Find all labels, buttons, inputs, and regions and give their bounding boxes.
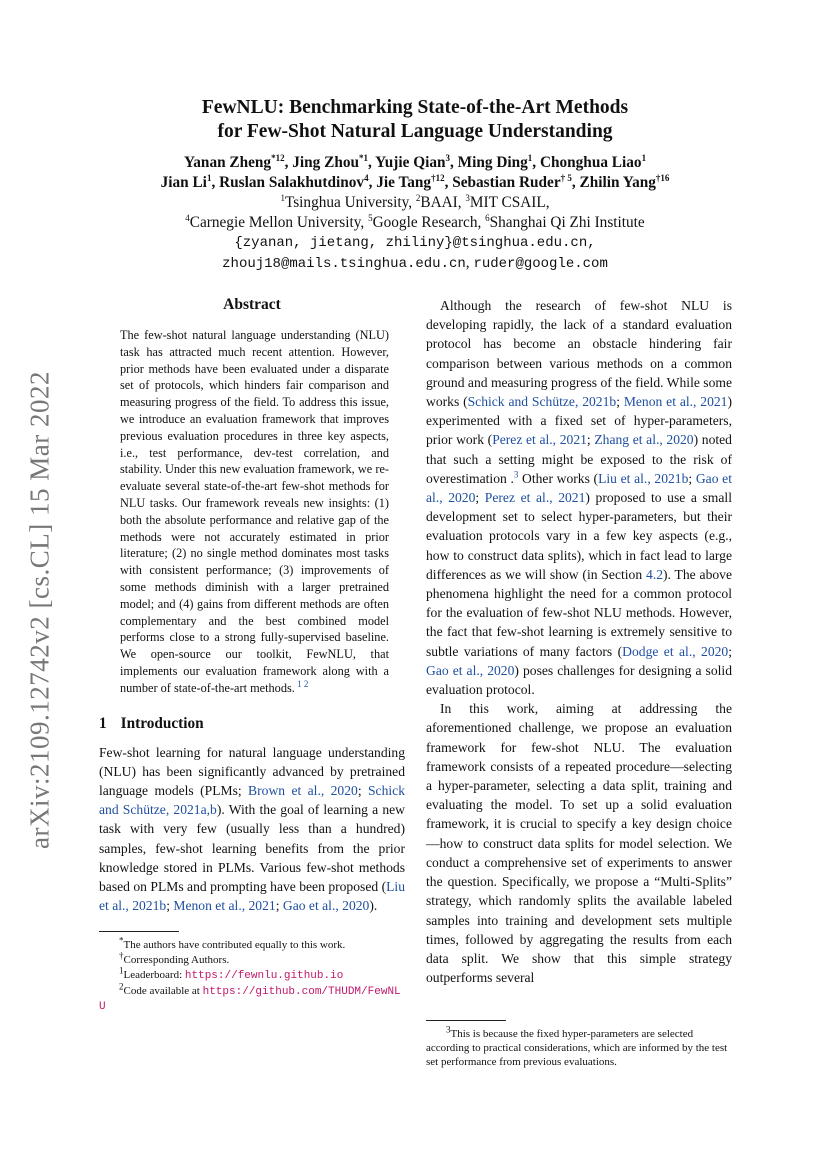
affil-text: Tsinghua University, (284, 194, 416, 211)
author-mark: 1 (527, 152, 533, 163)
author-name: Jing Zhou (292, 154, 359, 171)
text-run: Other works ( (518, 470, 599, 486)
arxiv-side-stamp (10, 360, 70, 860)
footnote-mark: † (119, 950, 124, 961)
footnote-hyperparameters (426, 1024, 732, 1069)
text-run: ; (166, 898, 174, 914)
author-name: Sebastian Ruder (452, 174, 561, 191)
text-run: ) poses challenges for designing a solid evaluation protocol. (426, 662, 732, 698)
text-run: ) proposed to use a small development set to select hyper-parameters, but their evaluation protocols vary in a few key aspects (e.g., how to construct data splits), which in fact lead to large differences as we will show (in Section (426, 490, 732, 582)
citation-link[interactable]: Menon et al., 2021 (623, 394, 728, 410)
author-name: Ming Ding (457, 154, 528, 171)
citation-link[interactable]: Gao et al., 2020 (426, 470, 732, 506)
affil-text: MIT CSAIL, (469, 194, 550, 211)
email-zhou: zhouj18@mails.tsinghua.edu.cn (222, 256, 466, 272)
affiliation-line-1 (100, 193, 730, 213)
author-mark: *1 (359, 152, 368, 163)
author-mark: 3 (445, 152, 451, 163)
text-run: Few-shot learning for natural language understanding (NLU) has been significantly advanced by pretrained language models (PLMs; (99, 744, 405, 798)
text-run: ; (616, 394, 624, 410)
citation-link[interactable]: Perez et al., 2021 (492, 432, 587, 448)
email-line-2 (100, 253, 730, 274)
author-mark: †12 (431, 172, 445, 183)
section-number: 1 (99, 714, 107, 732)
citation-link[interactable]: Brown et al., 2020 (248, 782, 358, 798)
author-name: Jie Tang (376, 174, 432, 191)
citation-link[interactable]: Liu et al., 2021b (598, 470, 689, 486)
author-mark: 4 (364, 172, 369, 183)
affil-mark: 3 (465, 192, 470, 203)
code-url-link[interactable]: https://github.com/THUDM/FewNLU (99, 986, 401, 1014)
arxiv-id-text: arXiv:2109.12742v2 [cs.CL] 15 Mar 2022 (24, 371, 55, 849)
footnote-link[interactable]: 1 2 (294, 678, 309, 689)
citation-link[interactable]: Schick and Schütze, 2021a,b (99, 782, 405, 818)
author-mark: *12 (271, 152, 285, 163)
text-run: ). (369, 898, 378, 914)
email-separator: , (465, 254, 474, 271)
author-mark: † 5 (560, 172, 572, 183)
citation-link[interactable]: Schick and Schütze, 2021b (467, 394, 617, 410)
intro-paragraph (99, 743, 405, 916)
section-title: Introduction (120, 714, 204, 732)
footnote-divider (99, 931, 179, 932)
text-run: ; (728, 643, 733, 659)
affil-mark: 2 (415, 192, 421, 203)
text-run: ; (357, 782, 368, 798)
abstract-body: The few-shot natural language understanding (NLU) task has attracted much recent attention. However, prior methods have been evaluated under a disparate set of protocols, which hinders fair comparison and measuring progress of the field. To address this issue, we introduce an evaluation framework that improves previous evaluation procedures in three key aspects, i.e., test performance, dev-test correlation, and stability. Under this new evaluation framework, we re-evaluate several state-of-the-art few-shot methods for NLU tasks. Our framework reveals new insights: (1) both the absolute performance and relative gap of the methods were not accurately estimated in prior literature; (2) no single method dominates most tasks with consistent performance; (3) improvements of some methods diminish with a larger pretrained model; and (4) gains from different methods are often complementary and the best combined model performs close to a strong fully-supervised baseline. We open-source our toolkit, FewNLU, that implements our evaluation framework along with a number of state-of-the-art methods. (120, 328, 389, 695)
text-run: ). With the goal of learning a new task with very few (usually less than a hundred) samples, few-shot learning benefits from the prior knowledge stored in PLMs. Various few-shot methods based on PLMs and prompting have been proposed ( (99, 802, 405, 894)
title-line-2: for Few-Shot Natural Language Understanding (217, 121, 613, 142)
affil-text: Google Research, (372, 214, 486, 231)
author-line-2: Jian Li$^1$, Ruslan Salakhutdinov$^4$, Jie Tang$^{\dagger 12}$, Sebastian Ruder$^{\dagger 5}$, Zhilin Yang$^{\dagger 16}$ (160, 172, 670, 191)
abstract-text (120, 327, 389, 697)
citation-link[interactable]: Perez et al., 2021 (484, 490, 586, 506)
citation-link[interactable]: Gao et al., 2020 (282, 898, 370, 914)
right-column (426, 296, 732, 987)
author-name: Chonghua Liao (539, 154, 642, 171)
paragraph-motivation (426, 296, 732, 699)
email-ruder: ruder@google.com (473, 256, 608, 272)
affil-mark: 6 (485, 212, 490, 223)
affil-text: Carnegie Mellon University, (189, 214, 369, 231)
affil-mark: 1 (280, 192, 285, 203)
left-column (99, 296, 405, 1015)
section-link[interactable]: 4.2 (646, 566, 664, 582)
footnote-code (99, 981, 405, 1014)
text-run: ; (275, 898, 283, 914)
text-run: ) experimented with a fixed set of hyper-parameters, prior work ( (426, 394, 732, 448)
affil-text: Shanghai Qi Zhi Institute (489, 214, 645, 231)
footnote-mark: 1 (119, 965, 124, 976)
footnote-text: Leaderboard: (123, 969, 185, 982)
author-name: Yanan Zheng (183, 154, 272, 171)
author-block (100, 153, 730, 274)
footnote-mark: * (119, 935, 124, 946)
author-mark: †16 (655, 172, 670, 183)
email-line-1: {zyanan, jietang, zhiliny}@tsinghua.edu.cn, (234, 235, 596, 251)
footnote-leaderboard (99, 965, 405, 983)
footnote-text: The authors have contributed equally to this work. (123, 939, 346, 952)
citation-link[interactable]: Zhang et al., 2020 (594, 432, 694, 448)
footnote-text: This is because the fixed hyper-parameters are selected according to practical considerations, which are informed by the test set performance from previous evaluations. (426, 1028, 728, 1068)
affil-text: BAAI, (420, 194, 466, 211)
footnote-corresponding (99, 950, 405, 967)
footnote-mark: 2 (119, 981, 124, 992)
footnote-link[interactable]: 3 (513, 469, 519, 480)
footnote-divider (426, 1020, 506, 1021)
author-name: Ruslan Salakhutdinov (219, 174, 365, 191)
title-line-1: FewNLU: Benchmarking State-of-the-Art Methods (201, 97, 629, 118)
paper-title (100, 96, 730, 144)
affiliation-line-2 (100, 213, 730, 233)
text-run: ; (475, 490, 485, 506)
text-run: ). The above phenomena highlight the need for a common protocol for the evaluation of few-shot NLU methods. However, the fact that few-shot learning is extremely sensitive to subtle variations of many factors ( (426, 566, 732, 659)
affil-mark: 5 (368, 212, 373, 223)
text-run: ; (586, 432, 595, 448)
abstract-heading: Abstract (223, 296, 281, 313)
citation-link[interactable]: Gao et al., 2020 (426, 662, 515, 678)
paragraph-contribution: In this work, aiming at addressing the aforementioned challenge, we propose an evaluation framework for few-shot NLU. The evaluation framework consists of a repeated procedure—selecting a hyper-parameter, selecting a data split, training and evaluating the model. To set up a solid evaluation framework, it is crucial to specify a key design choice—how to construct data splits for model selection. We conduct a comprehensive set of experiments to answer the question. Specifically, we propose a “Multi-Splits” strategy, which randomly splits the available labeled samples into training and development sets multiple times, followed by aggregating the results from each data split. We show that this simple strategy outperforms several (426, 701, 732, 986)
author-name: Zhilin Yang (579, 174, 656, 191)
text-run: Although the research of few-shot NLU is developing rapidly, the lack of a standard evaluation protocol has become an obstacle hindering fair comparison between various methods on a common ground and measuring progress of the field. While some works ( (426, 298, 732, 410)
affil-mark: 4 (185, 212, 190, 223)
author-name: Yujie Qian (375, 154, 446, 171)
author-name: Jian Li (160, 174, 207, 191)
leaderboard-url-link[interactable]: https://fewnlu.github.io (184, 970, 344, 983)
citation-link[interactable]: Dodge et al., 2020 (622, 643, 729, 659)
footnote-text: Code available at (123, 985, 203, 998)
footnote-text: Corresponding Authors. (123, 954, 230, 967)
section-heading-introduction (99, 715, 405, 733)
right-footnote-block (426, 1020, 732, 1070)
citation-link[interactable]: Liu et al., 2021b (99, 878, 405, 914)
author-line-1: Yanan Zheng$^{*12}$, Jing Zhou$^{*1}$, Yujie Qian$^3$, Ming Ding$^1$, Chonghua Liao$^1$ (183, 152, 647, 171)
author-mark: 1 (206, 172, 212, 183)
author-mark: 1 (641, 152, 647, 163)
citation-link[interactable]: Menon et al., 2021 (173, 898, 276, 914)
text-run: ) noted that such a setting might be exposed to the risk of overestimation . (426, 432, 732, 486)
footnote-mark: 3 (446, 1024, 451, 1035)
text-run: ; (688, 470, 696, 486)
footnote-equal-contribution (99, 935, 405, 952)
